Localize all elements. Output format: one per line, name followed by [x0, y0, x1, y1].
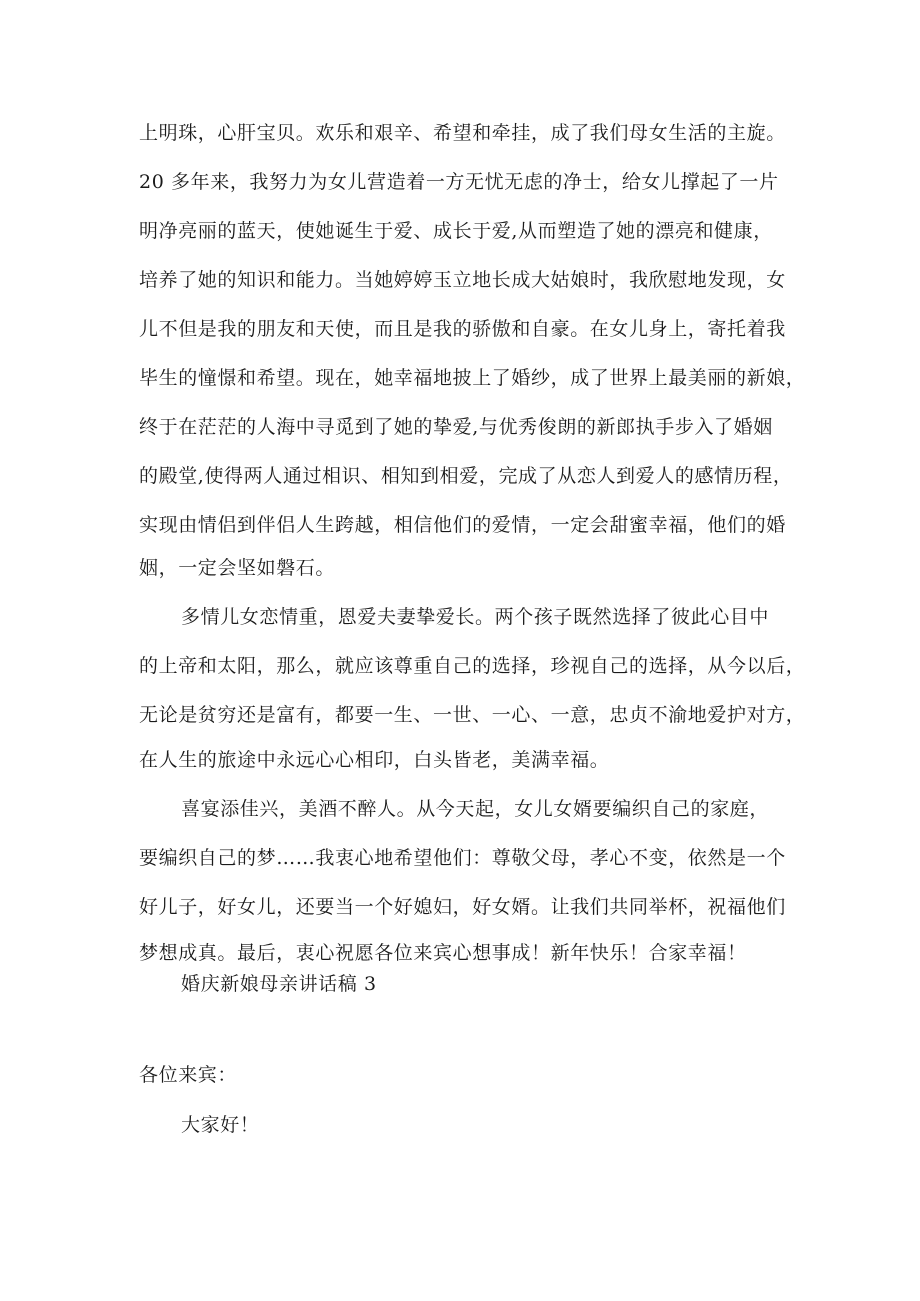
paragraph-line: 毕生的憧憬和希望。现在，她幸福地披上了婚纱，成了世界上最美丽的新娘， — [139, 367, 806, 389]
paragraph-line: 的殿堂,使得两人通过相识、相知到相爱，完成了从恋人到爱人的感情历程， — [139, 465, 793, 487]
paragraph-line: 儿不但是我的朋友和天使，而且是我的骄傲和自豪。在女儿身上，寄托着我 — [139, 318, 786, 340]
section-heading: 婚庆新娘母亲讲话稿 3 — [181, 973, 377, 995]
greeting: 大家好！ — [181, 1114, 260, 1136]
paragraph-line: 多情儿女恋情重，恩爱夫妻挚爱长。两个孩子既然选择了彼此心目中 — [181, 606, 770, 628]
paragraph-line: 喜宴添佳兴，美酒不醉人。从今天起，女儿女婿要编织自己的家庭， — [181, 798, 770, 820]
paragraph-line: 梦想成真。最后，衷心祝愿各位来宾心想事成！新年快乐！合家幸福！ — [139, 942, 747, 964]
paragraph-line: 终于在茫茫的人海中寻觅到了她的挚爱,与优秀俊朗的新郎执手步入了婚姻 — [139, 416, 773, 438]
paragraph-line: 20 多年来，我努力为女儿营造着一方无忧无虑的净士，给女儿撑起了一片 — [139, 171, 779, 193]
paragraph-line: 明净亮丽的蓝天，使她诞生于爱、成长于爱,从而塑造了她的漂亮和健康， — [139, 220, 773, 242]
paragraph-line: 在人生的旅途中永远心心相印，白头皆老，美满幸福。 — [139, 749, 610, 771]
paragraph-line: 姻，一定会坚如磐石。 — [139, 557, 336, 579]
paragraph-line: 培养了她的知识和能力。当她婷婷玉立地长成大姑娘时，我欣慰地发现，女 — [139, 269, 786, 291]
paragraph-line: 的上帝和太阳，那么，就应该尊重自己的选择，珍视自己的选择，从今以后， — [139, 655, 806, 677]
paragraph-line: 上明珠，心肝宝贝。欢乐和艰辛、希望和牵挂，成了我们母女生活的主旋。 — [139, 122, 786, 144]
paragraph-line: 好儿子，好女儿，还要当一个好媳妇，好女婿。让我们共同举杯，祝福他们 — [139, 896, 786, 918]
paragraph-line: 实现由情侣到伴侣人生跨越，相信他们的爱情，一定会甜蜜幸福，他们的婚 — [139, 514, 786, 536]
paragraph-line: 无论是贫穷还是富有，都要一生、一世、一心、一意，忠贞不渝地爱护对方， — [139, 704, 806, 726]
paragraph-line: 要编织自己的梦……我衷心地希望他们：尊敬父母，孝心不变，依然是一个 — [139, 847, 786, 869]
salutation: 各位来宾： — [139, 1064, 238, 1086]
